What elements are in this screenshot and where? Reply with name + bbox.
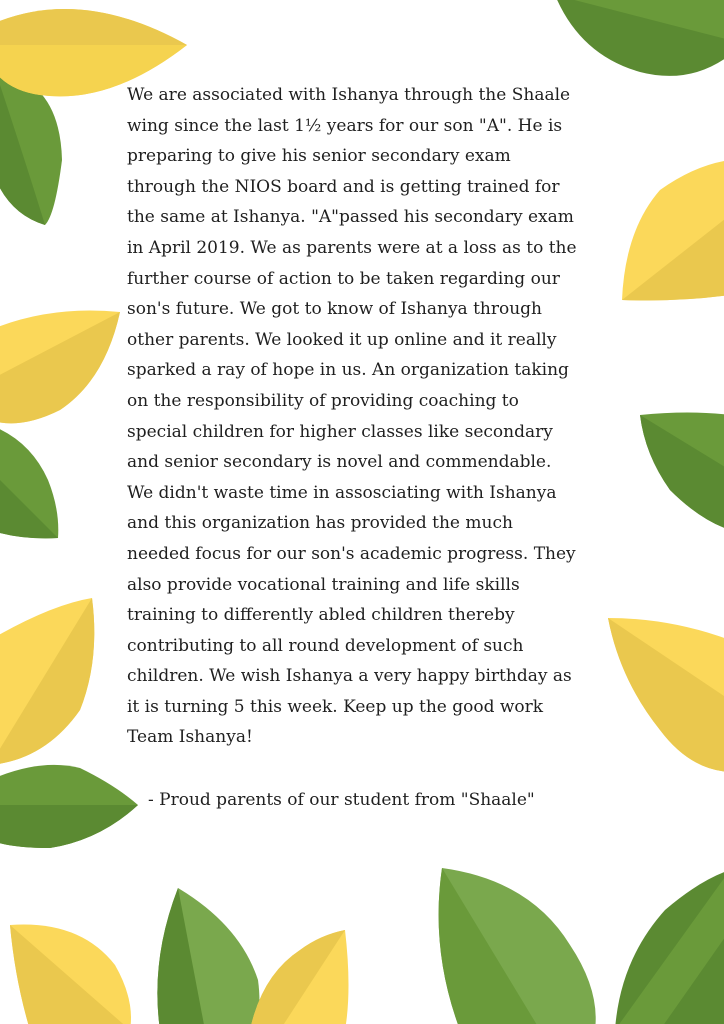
text-line: We didn't waste time in assosciating with Ishanya [127,482,557,503]
yellow-leaf-icon [250,930,349,1024]
yellow-leaf-icon [608,618,724,772]
text-line: it is turning 5 this week. Keep up the good work [127,696,544,717]
text-line: and this organization has provided the much [127,513,513,534]
yellow-leaf-icon [622,160,724,300]
text-line: sparked a ray of hope in us. An organization taking [127,360,569,381]
text-line: in April 2019. We as parents were at a loss as to the [127,237,577,258]
green-leaf-icon [0,425,58,538]
text-line: special children for higher classes like secondary [127,421,553,442]
green-leaf-icon [439,868,596,1024]
text-line: the same at Ishanya. "A"passed his secondary exam [127,207,574,228]
text-line: training to differently abled children thereby [127,605,515,626]
text-line: We are associated with Ishanya through the Shaale [127,85,571,105]
green-leaf-icon [640,413,724,531]
text-line: also provide vocational training and life skills [127,574,520,595]
text-line: through the NIOS board and is getting trained for [127,176,560,197]
text-line: wing since the last 1½ years for our son "A". He is [127,115,563,136]
text-line: contributing to all round development of such [127,635,524,656]
text-line: son's future. We got to know of Ishanya through [127,299,543,320]
yellow-leaf-icon [10,925,131,1024]
text-line: children. We wish Ishanya a very happy birthday as [127,666,572,687]
testimonial-text [127,80,597,753]
green-leaf-icon [157,888,259,1024]
text-line: needed focus for our son's academic progress. They [127,543,576,564]
text-line: preparing to give his senior secondary exam [127,146,511,167]
text-line: on the responsibility of providing coaching to [127,390,519,411]
green-leaf-icon [555,0,724,76]
signature-line: - Proud parents of our student from "Shaale" [148,790,535,810]
text-line: other parents. We looked it up online and it really [127,329,557,350]
green-leaf-icon [0,765,138,848]
text-line: and senior secondary is novel and commendable. [127,452,552,473]
yellow-leaf-icon [0,598,94,765]
yellow-leaf-icon [0,310,120,423]
text-line: further course of action to be taken regarding our [127,268,560,289]
text-line: Team Ishanya! [127,727,253,748]
green-leaf-icon [615,870,724,1024]
